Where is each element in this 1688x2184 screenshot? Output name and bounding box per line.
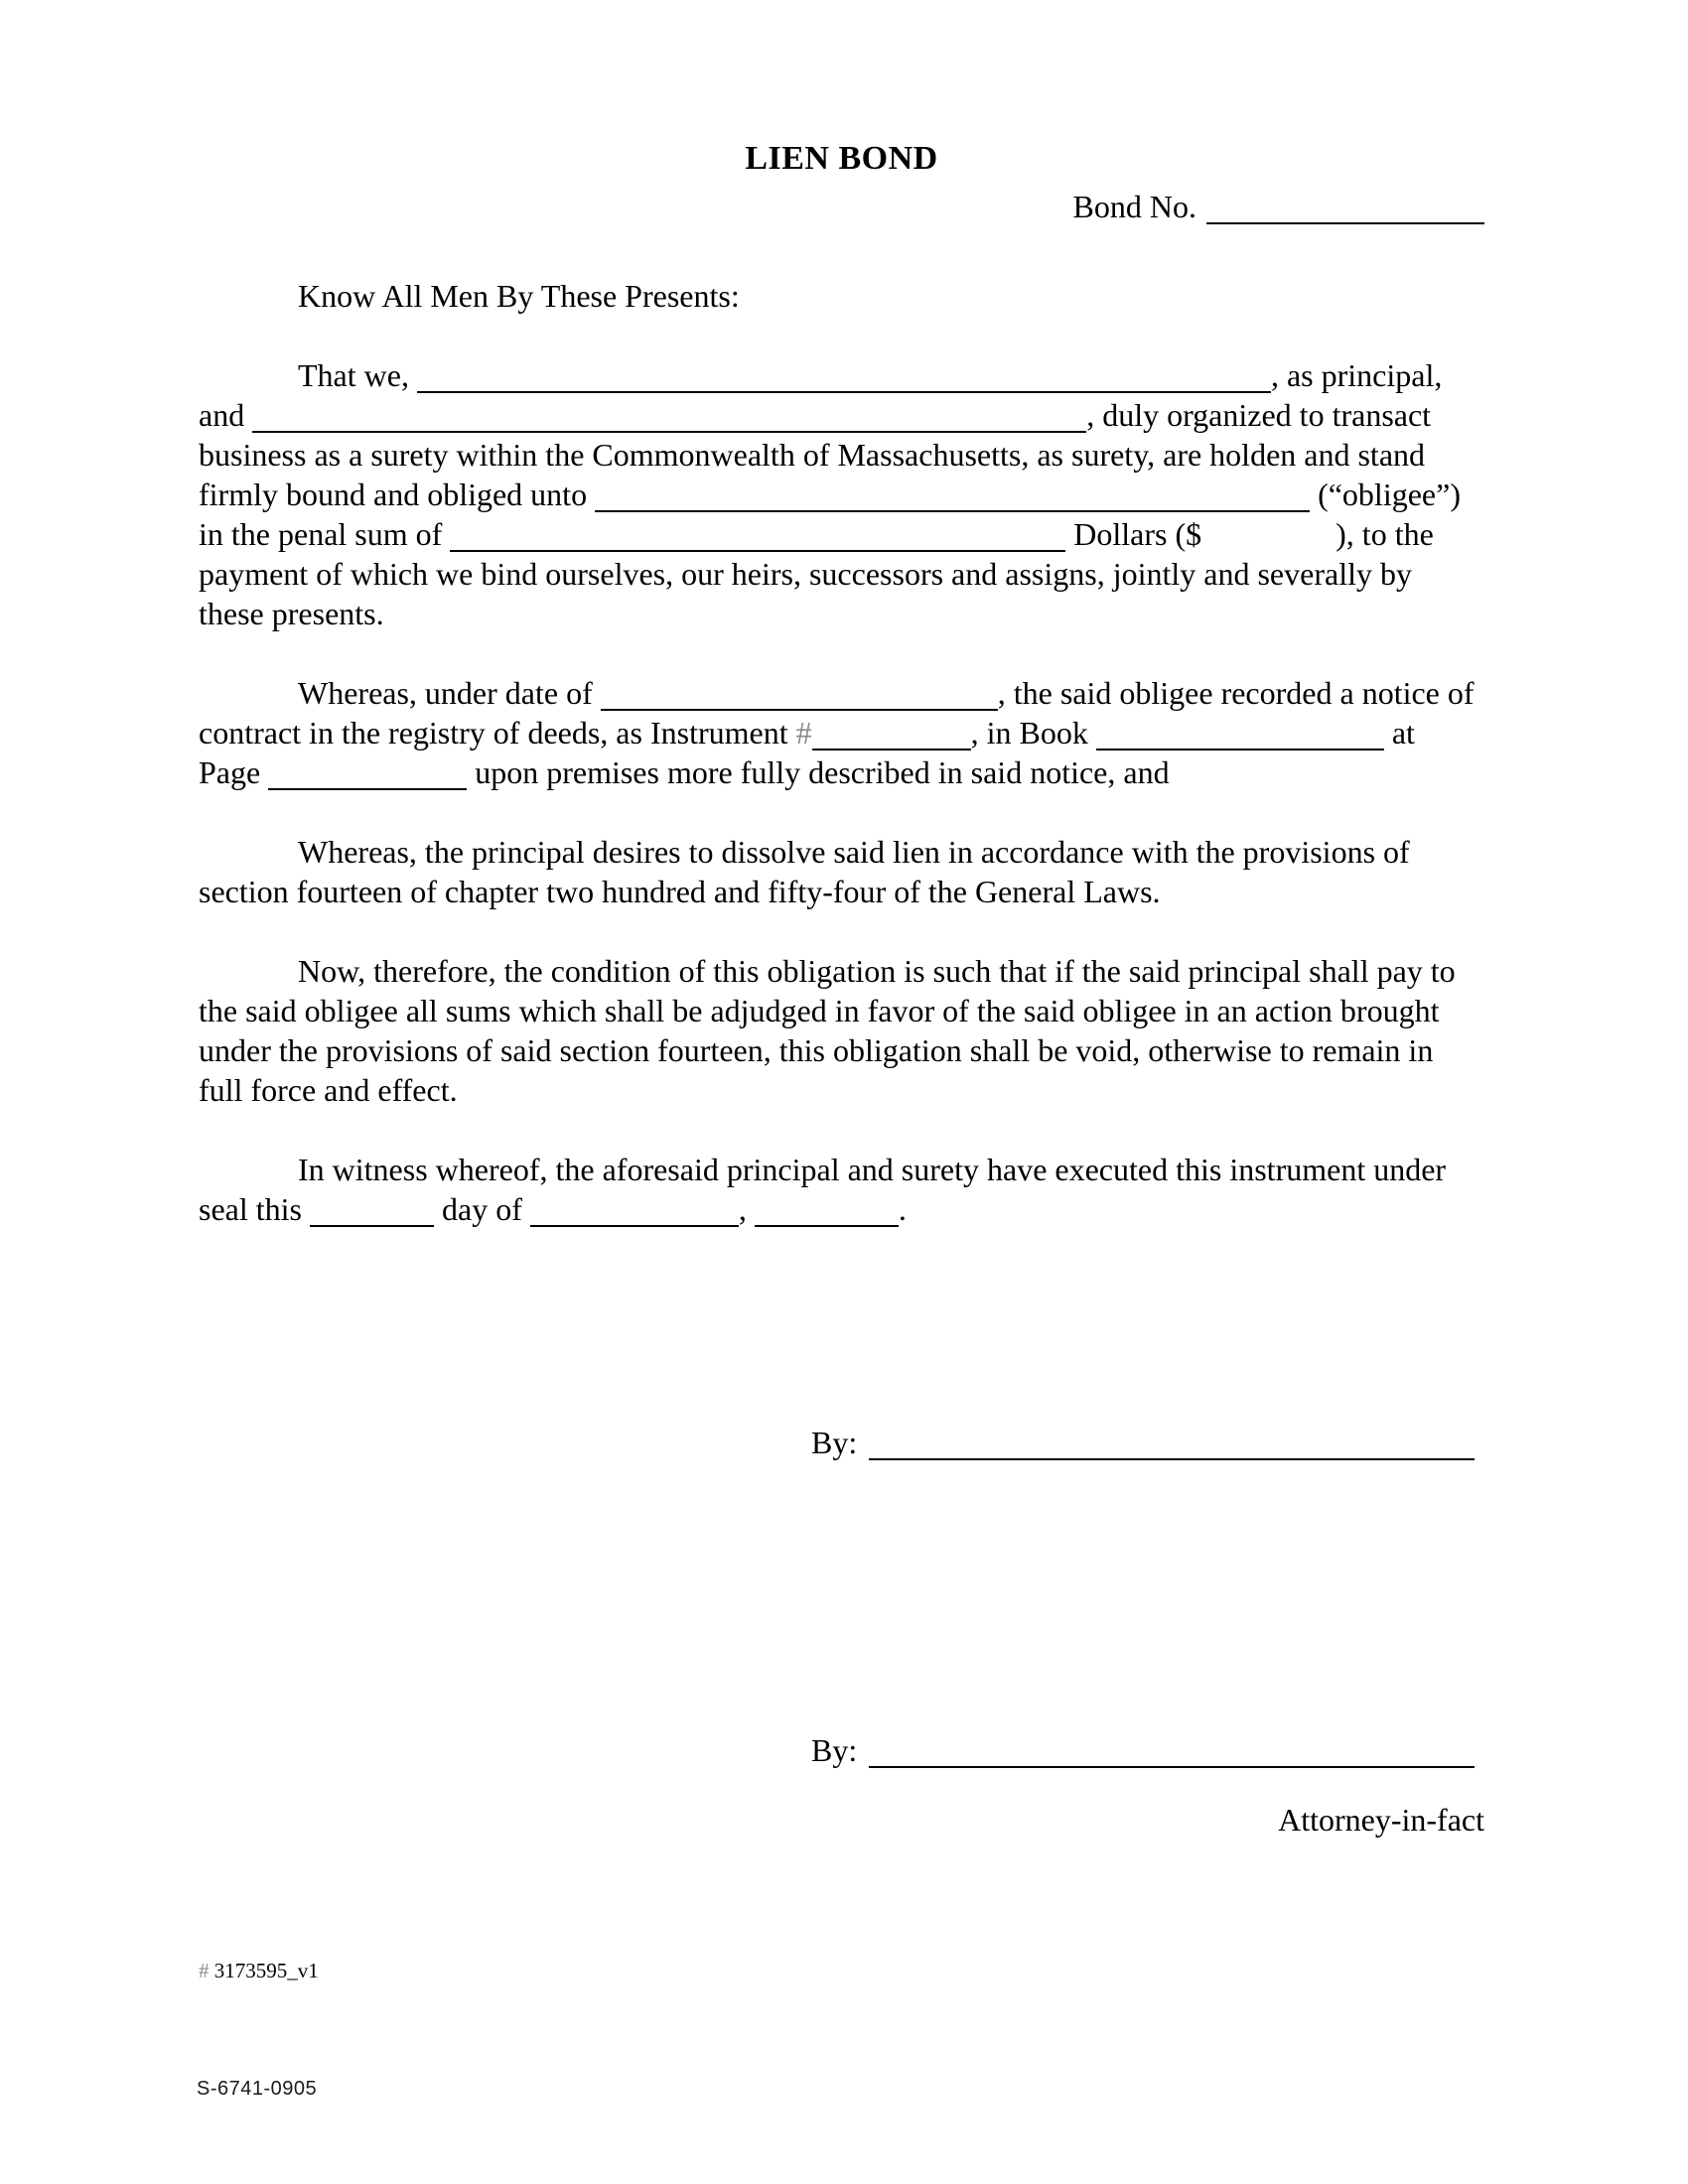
salutation-line: Know All Men By These Presents:: [298, 278, 740, 314]
blank-fill-line: [595, 482, 1310, 512]
principal-signature-line: [869, 1431, 1475, 1460]
paragraph-text: , as principal, and: [199, 357, 1443, 433]
paragraph-text: , the said obligee recorded a notice of contract in the registry of deeds, as Instrument: [199, 675, 1475, 751]
paragraph-text: That we,: [298, 357, 417, 393]
blank-fill-line: [417, 363, 1271, 393]
paragraph-text: .: [898, 1191, 907, 1227]
paragraph-text: In witness whereof, the aforesaid principal and surety have executed this instrument under seal this: [199, 1152, 1447, 1227]
bond-number-label: Bond No.: [1072, 189, 1196, 224]
blank-fill-line: [601, 681, 998, 711]
document-title: LIEN BOND: [745, 140, 938, 177]
blank-fill-line: [450, 522, 1065, 552]
paragraph-text: (“obligee”) in the penal sum of: [199, 477, 1461, 552]
surety-by-label: By:: [811, 1732, 858, 1768]
paragraph-text: Whereas, under date of: [298, 675, 601, 711]
bond-number-blank-line: [1206, 195, 1484, 224]
blank-space: [1201, 522, 1336, 552]
body-paragraph: [199, 673, 1484, 792]
blank-fill-line: [812, 721, 971, 751]
blank-fill-line: [755, 1197, 899, 1227]
body-paragraph: [199, 1150, 1484, 1229]
paragraph-text: ), to the payment of which we bind ourselves, our heirs, successors and assigns, jointly and severally by these presents.: [199, 516, 1434, 631]
paragraph-text: at Page: [199, 715, 1415, 790]
blank-fill-line: [530, 1197, 739, 1227]
document-content: [199, 139, 1484, 1840]
principal-by-label: By:: [811, 1425, 858, 1460]
body-paragraph: [199, 951, 1484, 1110]
blank-fill-line: [268, 760, 467, 790]
body-paragraph: [199, 355, 1484, 633]
blank-fill-line: [1096, 721, 1384, 751]
principal-signature-row: [199, 1423, 1484, 1462]
blank-fill-line: [252, 403, 1086, 433]
document-id-hash-symbol: #: [199, 1959, 210, 1982]
paragraph-text: Whereas, the principal desires to dissolve said lien in accordance with the provisions of section fourteen of chapter two hundred and fifty-four of the General Laws.: [199, 834, 1410, 909]
paragraph-text: ,: [738, 1191, 755, 1227]
paragraph-text: , duly organized to transact business as a surety within the Commonwealth of Massachusetts, as surety, are holden and stand firmly bound and obliged unto: [199, 397, 1432, 512]
paragraph-text: Now, therefore, the condition of this obligation is such that if the said principal shall pay to the said obligee all sums which shall be adjudged in favor of the said obligee in an action brought under the provisions of said section fourteen, this obligation shall be void, otherwise to remain in full force and effect.: [199, 953, 1456, 1108]
paragraph-text: Dollars ($: [1065, 516, 1202, 552]
surety-signature-line: [869, 1738, 1475, 1768]
form-code: S-6741-0905: [197, 2078, 318, 2100]
body-paragraph: [199, 832, 1484, 911]
document-id-number: 3173595_v1: [209, 1959, 319, 1982]
paragraph-text: , in Book: [970, 715, 1096, 751]
paragraph-text: upon premises more fully described in said notice, and: [467, 754, 1170, 790]
document-body: [199, 355, 1484, 1229]
surety-signature-row: [199, 1730, 1484, 1770]
document-id: [199, 1958, 319, 1983]
attorney-in-fact-label: Attorney-in-fact: [1278, 1802, 1484, 1838]
bond-number-row: [199, 187, 1484, 226]
blank-fill-line: [310, 1197, 434, 1227]
paragraph-text: day of: [433, 1191, 530, 1227]
paragraph-text: #: [795, 715, 812, 751]
